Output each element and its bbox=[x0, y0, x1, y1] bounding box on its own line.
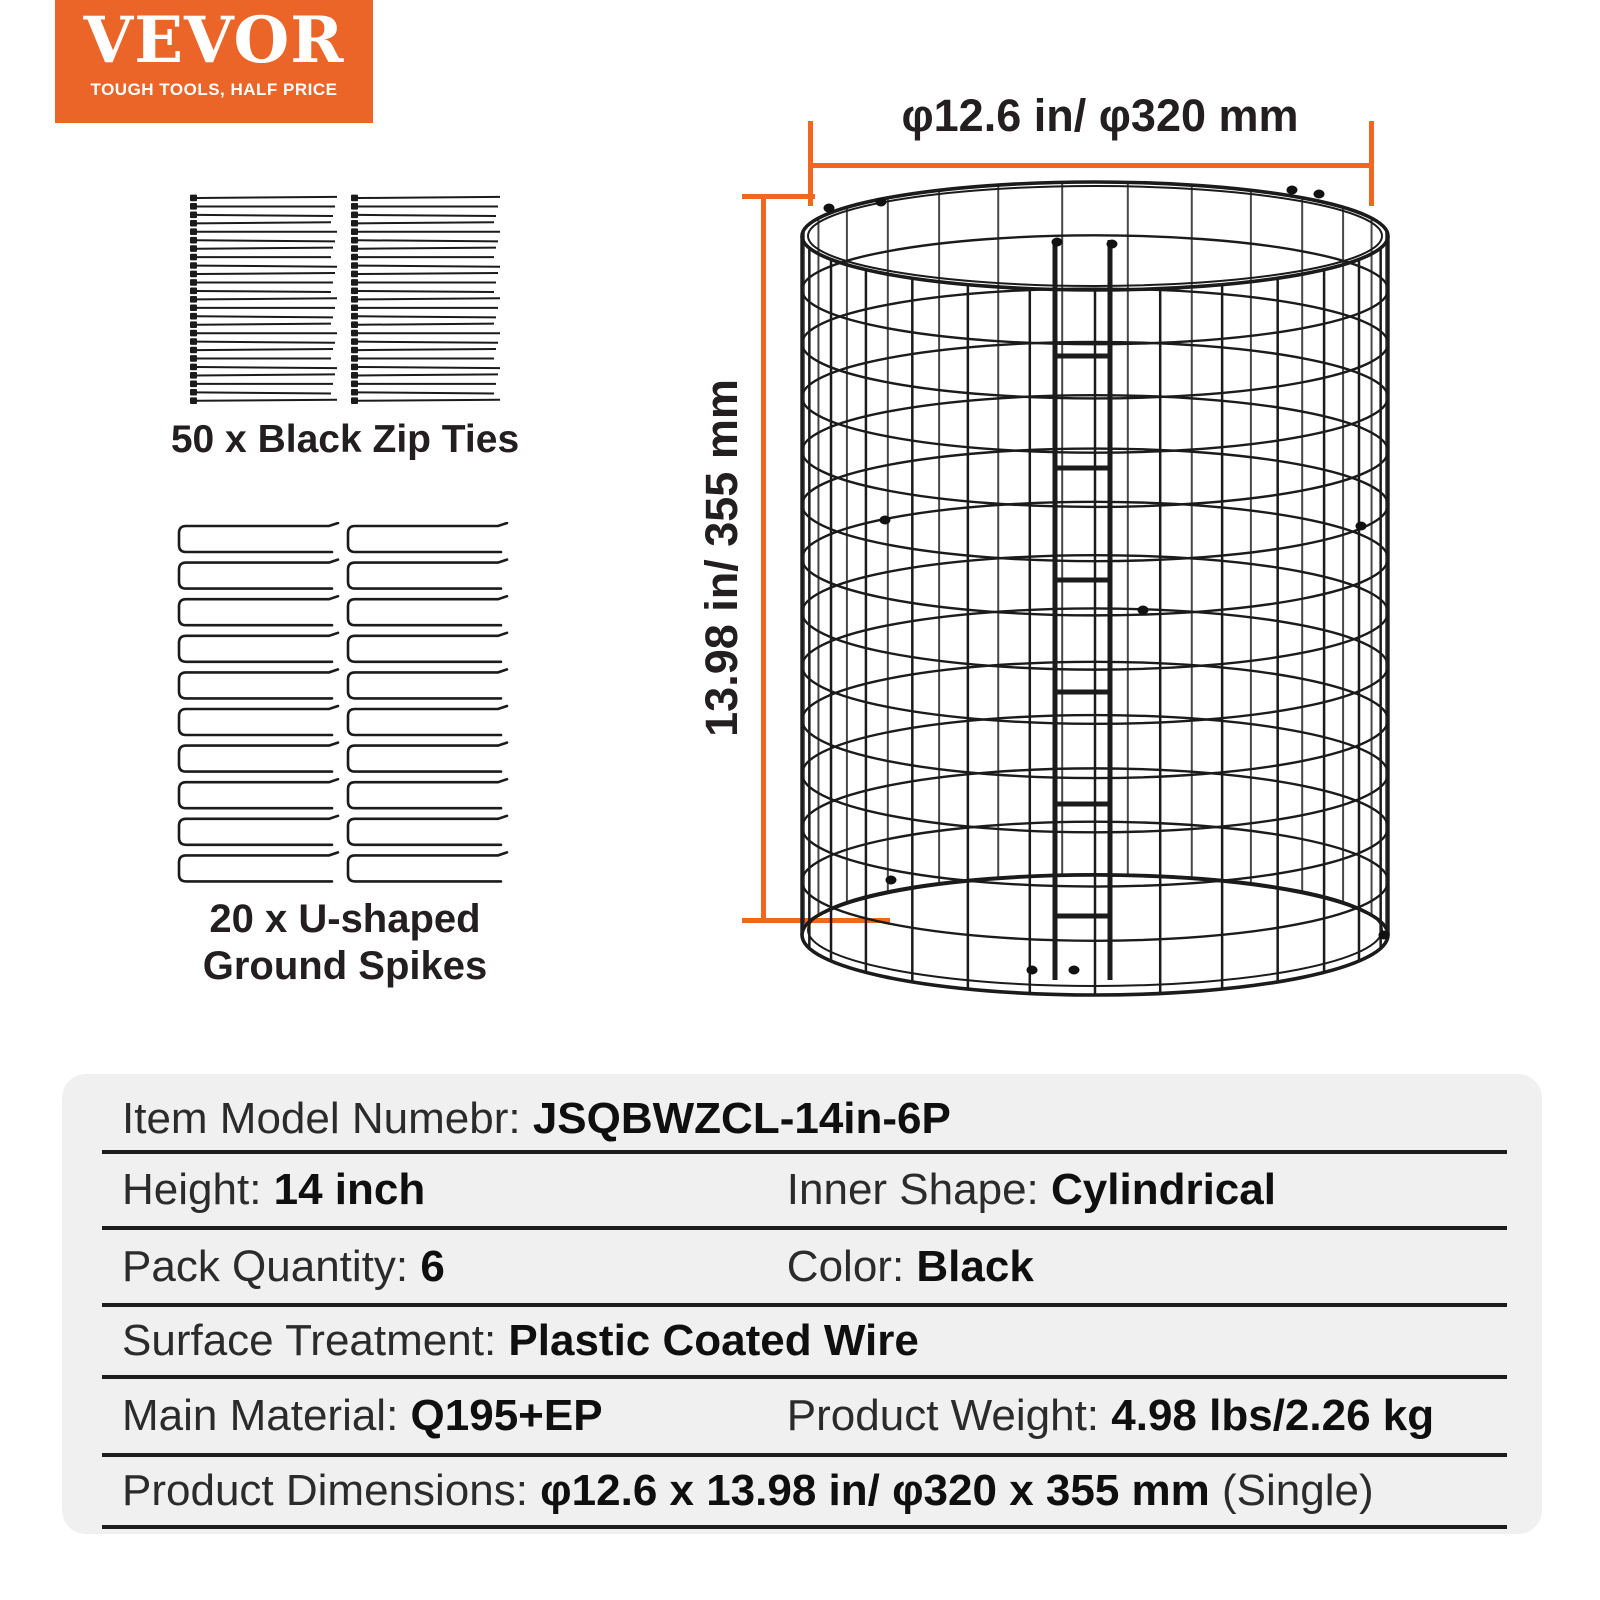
zip-ties-illustration bbox=[185, 192, 505, 407]
ground-spikes-label-line2: Ground Spikes bbox=[202, 944, 488, 988]
brand-tagline: TOUGH TOOLS, HALF PRICE bbox=[90, 80, 338, 99]
spec-cell: Surface Treatment: Plastic Coated Wire bbox=[122, 1316, 919, 1365]
ground-spikes-illustration bbox=[175, 522, 510, 894]
spec-cell: Product Weight: 4.98 lbs/2.26 kg bbox=[786, 1391, 1435, 1440]
ground-spikes-label-line1: 20 x U-shaped bbox=[209, 897, 481, 941]
spec-cell: Main Material: Q195+EP bbox=[122, 1391, 603, 1440]
spec-cell: Height: 14 inch bbox=[122, 1165, 426, 1214]
spec-cell: Pack Quantity: 6 bbox=[122, 1241, 445, 1291]
spec-row-material-weight bbox=[102, 1379, 1507, 1457]
spec-cell: Item Model Numebr: JSQBWZCL-14in-6P bbox=[122, 1094, 951, 1143]
spec-row-height-shape bbox=[102, 1154, 1507, 1230]
ground-spikes-label bbox=[145, 896, 545, 990]
spec-row-dimensions bbox=[102, 1457, 1507, 1529]
vevor-logo bbox=[55, 0, 373, 123]
brand-name: VEVOR bbox=[83, 3, 345, 78]
spec-row-pack-color bbox=[102, 1230, 1507, 1307]
spec-cell: Inner Shape: Cylindrical bbox=[786, 1165, 1276, 1214]
spec-cell: Product Dimensions: φ12.6 x 13.98 in/ φ320 x 355 mm (Single) bbox=[122, 1466, 1374, 1515]
spec-row-surface bbox=[102, 1307, 1507, 1379]
spec-cell: Color: Black bbox=[786, 1241, 1034, 1291]
wire-mesh-cylinder bbox=[795, 178, 1395, 1003]
height-dimension-label: 13.98 in/ 355 mm bbox=[696, 379, 747, 737]
spec-table bbox=[62, 1074, 1542, 1534]
diameter-dimension-label: φ12.6 in/ φ320 mm bbox=[901, 90, 1299, 141]
diameter-dimension-line bbox=[810, 163, 1372, 168]
zip-ties-label: 50 x Black Zip Ties bbox=[170, 418, 520, 461]
spec-row-model bbox=[102, 1088, 1507, 1154]
height-dimension-line bbox=[761, 196, 766, 923]
